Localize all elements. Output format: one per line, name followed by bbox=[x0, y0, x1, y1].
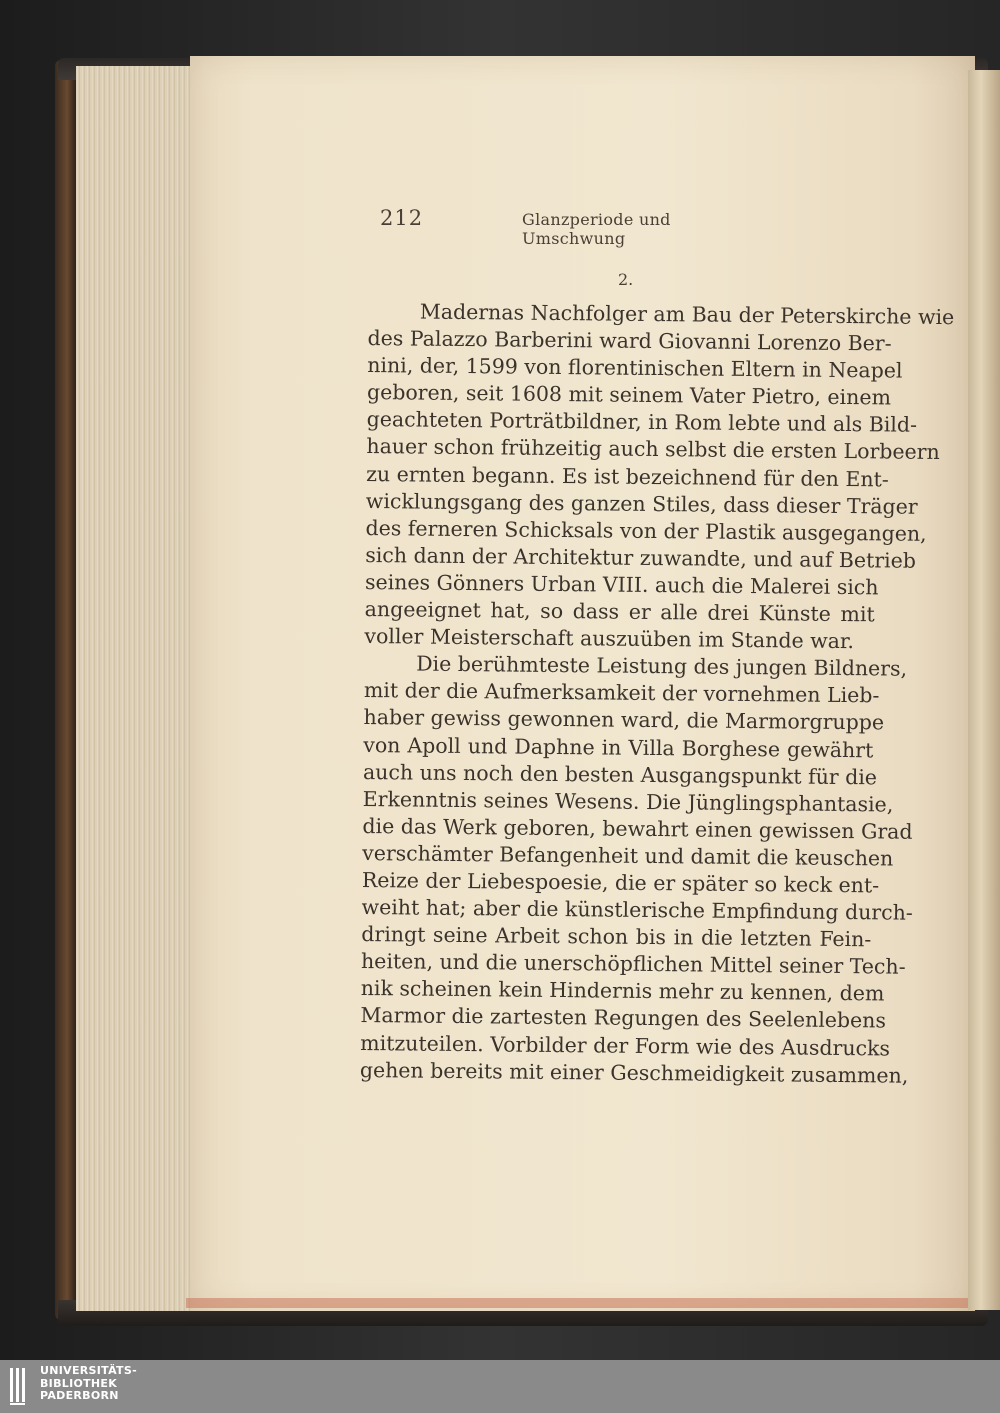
text-line: mitzuteilen. Vorbilder der Form wie des Ausdrucks bbox=[360, 1030, 891, 1061]
library-footer-bar bbox=[0, 1360, 1000, 1413]
page-number: 212 bbox=[380, 206, 424, 230]
text-line: Erkenntnis seines Wesens. Die Jünglingsphantasie, bbox=[362, 786, 894, 817]
paragraph-2 bbox=[359, 650, 913, 1089]
logo-line: BIBLIOTHEK bbox=[40, 1376, 118, 1390]
text-line: seines Gönners Urban VIII. auch die Malerei sich bbox=[364, 569, 879, 600]
text-line: mit der die Aufmerksamkeit der vornehmen Lieb- bbox=[363, 678, 880, 708]
text-line: weiht hat; aber die künstlerische Empfindung durch- bbox=[361, 895, 913, 925]
text-line: nik scheinen kein Hindernis mehr zu kennen, dem bbox=[360, 976, 885, 1006]
library-logo-text bbox=[40, 1365, 137, 1403]
text-line: voller Meisterschaft auszuüben im Stande war. bbox=[364, 624, 855, 654]
running-head: Glanzperiode und Umschwung bbox=[522, 210, 671, 248]
text-line: angeeignet hat, so dass er alle drei Künste mit bbox=[364, 597, 875, 627]
text-line: Die berühmteste Leistung des jungen Bildners, bbox=[416, 651, 908, 681]
paragraph-1 bbox=[364, 298, 955, 656]
page-header bbox=[380, 206, 760, 248]
logo-line: PADERBORN bbox=[40, 1389, 119, 1402]
text-line: von Apoll und Daphne in Villa Borghese gewährt bbox=[363, 732, 874, 762]
text-line: Reize der Liebespoesie, die er später so keck ent- bbox=[361, 867, 880, 898]
body-text bbox=[359, 298, 955, 1089]
page-bottom-edge bbox=[186, 1298, 976, 1308]
text-line: hauer schon frühzeitig auch selbst die ersten Lorbeern bbox=[366, 434, 940, 465]
facing-page-edge bbox=[968, 70, 1000, 1310]
text-line: wicklungsgang des ganzen Stiles, dass dieser Träger bbox=[365, 488, 918, 519]
text-line: geboren, seit 1608 mit seinem Vater Pietro, einem bbox=[366, 380, 892, 410]
text-line: des Palazzo Barberini ward Giovanni Lorenzo Ber- bbox=[367, 326, 892, 356]
text-line: gehen bereits mit einer Geschmeidigkeit zusammen, bbox=[359, 1057, 909, 1088]
text-line: dringt seine Arbeit schon bis in die letzten Fein- bbox=[361, 922, 872, 952]
logo-line: UNIVERSITÄTS- bbox=[40, 1364, 137, 1377]
text-line: auch uns noch den besten Ausgangspunkt für die bbox=[362, 759, 878, 789]
library-logo-icon bbox=[8, 1364, 30, 1408]
text-line: verschämter Befangenheit und damit die keuschen bbox=[362, 840, 894, 871]
text-line: haber gewiss gewonnen ward, die Marmorgruppe bbox=[363, 705, 885, 735]
text-line: nini, der, 1599 von florentinischen Eltern in Neapel bbox=[367, 353, 903, 383]
page-edges bbox=[76, 66, 204, 1311]
text-line: zu ernten begann. Es ist bezeichnend für den Ent- bbox=[366, 461, 889, 492]
text-line: heiten, und die unerschöpflichen Mittel seiner Tech- bbox=[360, 949, 906, 979]
section-number: 2. bbox=[618, 270, 634, 289]
text-line: sich dann der Architektur zuwandte, und auf Betrieb bbox=[365, 542, 917, 573]
text-line: des ferneren Schicksals von der Plastik ausgegangen, bbox=[365, 515, 927, 546]
text-line: die das Werk geboren, bewahrt einen gewissen Grad bbox=[362, 813, 913, 844]
text-line: Marmor die zartesten Regungen des Seelenlebens bbox=[360, 1003, 887, 1033]
text-line: geachteten Porträtbildner, in Rom lebte und als Bild- bbox=[366, 407, 918, 438]
text-line: Madernas Nachfolger am Bau der Peterskirche wie bbox=[419, 299, 955, 330]
